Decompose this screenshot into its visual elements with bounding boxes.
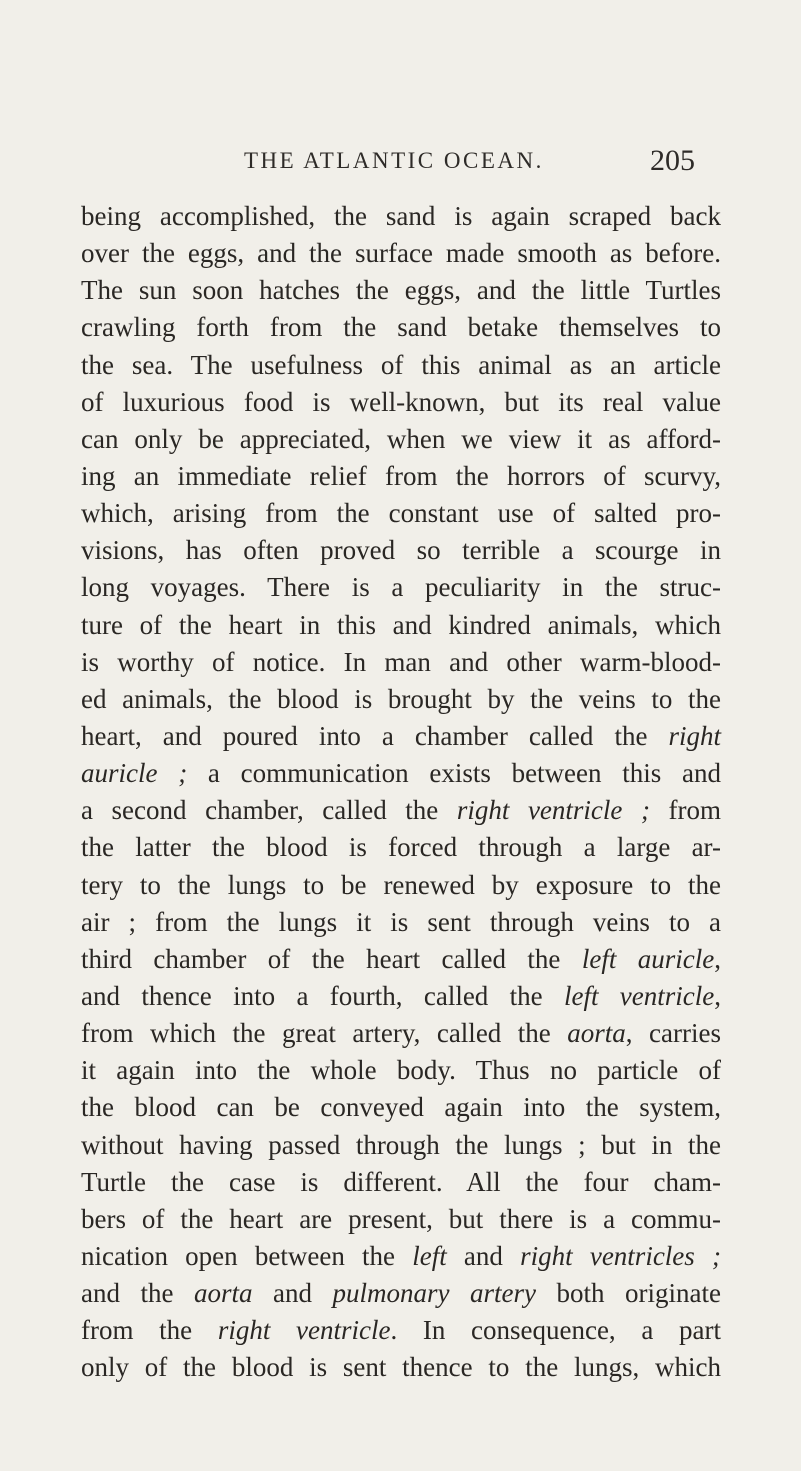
italic-term: left auricle (581, 943, 715, 974)
italic-term: aorta (567, 1018, 626, 1049)
text-run: and the (81, 1278, 194, 1309)
text-run: it again into the whole body. Thus no particle of (81, 1055, 721, 1086)
text-line (81, 644, 721, 681)
text-run: ing an immediate relief from the horrors of scurvy, (81, 460, 721, 491)
text-line (81, 569, 721, 606)
text-run: the blood can be conveyed again into the system, (81, 1092, 721, 1123)
text-run: a communication exists between this and (187, 758, 721, 789)
italic-term: pulmonary artery (332, 1278, 537, 1309)
text-run: being accomplished, the sand is again scraped back (81, 201, 721, 231)
text-run: from which the great artery, called the (81, 1018, 568, 1049)
italic-term: auricle ; (81, 758, 188, 789)
text-line (81, 681, 721, 718)
text-line (81, 978, 721, 1015)
italic-term: right ventricle (217, 1315, 391, 1346)
text-line (81, 904, 721, 941)
text-line (81, 829, 721, 866)
text-line (81, 1201, 721, 1238)
text-line (81, 718, 721, 755)
text-run: both originate (536, 1278, 721, 1309)
text-run: the sea. The usefulness of this animal as an article (81, 349, 721, 380)
text-line (81, 792, 721, 829)
text-run: over the eggs, and the surface made smooth as before. (81, 238, 721, 269)
text-line (81, 309, 721, 346)
italic-term: left ventricle (563, 980, 715, 1011)
text-run: , (714, 980, 721, 1011)
text-run: nication open between the (81, 1240, 413, 1271)
text-line (81, 1164, 721, 1201)
text-run: tery to the lungs to be renewed by exposure to the (81, 869, 721, 900)
text-line (81, 347, 721, 384)
running-title: THE ATLANTIC OCEAN. (244, 148, 544, 173)
text-run: and (252, 1278, 333, 1309)
text-run: Turtle the case is different. All the four cham- (81, 1166, 721, 1197)
italic-term: right (668, 720, 721, 751)
body-text (81, 198, 721, 1387)
text-line (81, 1312, 721, 1349)
text-run: a second chamber, called the (81, 795, 457, 826)
text-run: from (649, 795, 722, 826)
italic-term: left (412, 1240, 447, 1271)
text-run: , (714, 943, 721, 974)
text-line (81, 607, 721, 644)
italic-term: right ventricle ; (456, 795, 650, 826)
text-line (81, 495, 721, 532)
text-run: The sun soon hatches the eggs, and the little Turtles (81, 275, 721, 306)
text-run: only of the blood is sent thence to the lungs, which (81, 1352, 721, 1383)
text-line (81, 384, 721, 421)
text-line (81, 421, 721, 458)
text-run: of luxurious food is well-known, but its real value (81, 386, 721, 417)
text-run: bers of the heart are present, but there is a commu- (81, 1203, 721, 1234)
text-run: air ; from the lungs it is sent through veins to a (81, 906, 721, 937)
text-run: crawling forth from the sand betake themselves to (81, 312, 721, 343)
text-run: ture of the heart in this and kindred animals, which (81, 609, 721, 640)
text-line (81, 867, 721, 904)
text-run: from the (81, 1315, 218, 1346)
italic-term: aorta (194, 1278, 253, 1309)
text-line (81, 1349, 721, 1386)
text-run: the latter the blood is forced through a large ar- (81, 832, 721, 863)
text-line (81, 1089, 721, 1126)
text-run: . In consequence, a part (390, 1315, 721, 1346)
text-line (81, 272, 721, 309)
page-number: 205 (650, 144, 695, 177)
running-head (0, 144, 801, 182)
text-line (81, 198, 721, 235)
text-run: , carries (625, 1018, 721, 1049)
text-line (81, 1052, 721, 1089)
text-run: visions, has often proved so terrible a scourge in (81, 535, 721, 566)
text-line (81, 1238, 721, 1275)
italic-term: right ventricles ; (520, 1240, 721, 1271)
text-run: heart, and poured into a chamber called the (81, 720, 669, 751)
text-run: ed animals, the blood is brought by the veins to the (81, 683, 721, 714)
text-run: long voyages. There is a peculiarity in the struc- (81, 572, 721, 603)
text-run: and thence into a fourth, called the (81, 980, 564, 1011)
text-line (81, 458, 721, 495)
text-line (81, 1275, 721, 1312)
text-run: third chamber of the heart called the (81, 943, 582, 974)
text-line (81, 532, 721, 569)
text-line (81, 1127, 721, 1164)
text-run: without having passed through the lungs ; but in the (81, 1129, 721, 1160)
text-line (81, 1015, 721, 1052)
text-run: and (446, 1240, 521, 1271)
text-line (81, 235, 721, 272)
text-line (81, 941, 721, 978)
text-line (81, 755, 721, 792)
text-run: is worthy of notice. In man and other warm-blood- (81, 646, 721, 677)
text-run: which, arising from the constant use of salted pro- (81, 498, 721, 529)
text-run: can only be appreciated, when we view it as afford- (81, 423, 721, 454)
